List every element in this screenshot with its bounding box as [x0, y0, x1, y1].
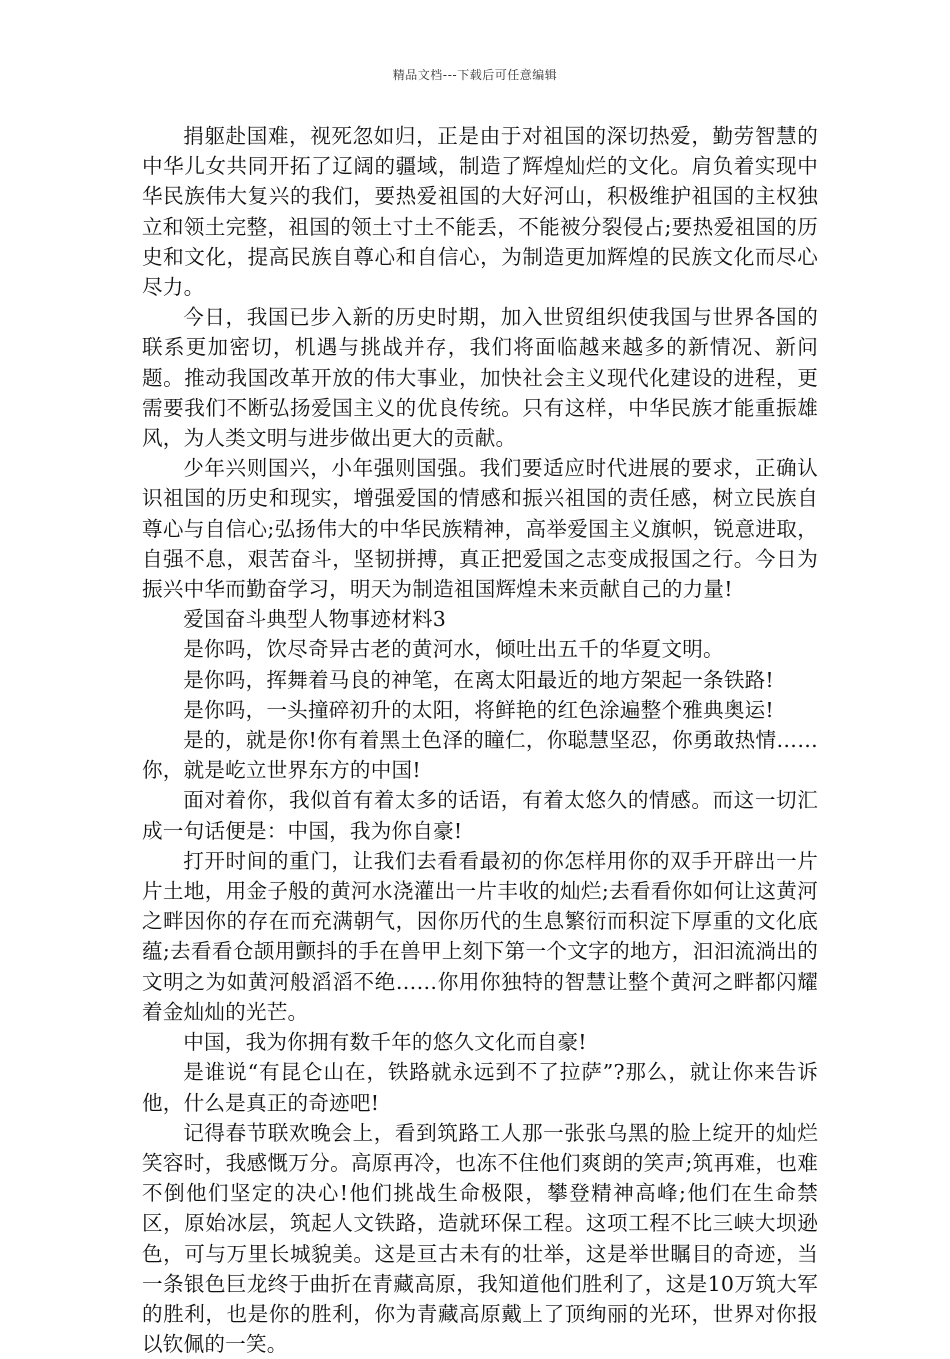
paragraph: 面对着你，我似首有着太多的话语，有着太悠久的情感。而这一切汇成一句话便是：中国，我为你自豪! — [142, 788, 818, 843]
paragraph: 今日，我国已步入新的历史时期，加入世贸组织使我国与世界各国的联系更加密切，机遇与挑战并存，我们将面临越来越多的新情况、新问题。推动我国改革开放的伟大事业，加快社会主义现代化建设的进程，更需要我们不断弘扬爱国主义的优良传统。只有这样，中华民族才能重振雄风，为人类文明与进步做出更大的贡献。 — [142, 305, 818, 451]
paragraph: 记得春节联欢晚会上，看到筑路工人那一张张乌黑的脸上绽开的灿烂笑容时，我感慨万分。高原再冷，也冻不住他们爽朗的笑声;筑再难，也难不倒他们坚定的决心!他们挑战生命极限，攀登精神高峰;他们在生命禁区，原始冰层，筑起人文铁路，造就环保工程。这项工程不比三峡大坝逊色，可与万里长城貌美。这是亘古未有的壮举，这是举世瞩目的奇迹，当一条银色巨龙终于曲折在青藏高原，我知道他们胜利了，这是10万筑大军的胜利，也是你的胜利，你为青藏高原戴上了顶绚丽的光环，世界对你报以钦佩的一笑。 — [142, 1120, 818, 1357]
paragraph: 是你吗，一头撞碎初升的太阳，将鲜艳的红色涂遍整个雅典奥运! — [183, 697, 774, 722]
paragraph: 是谁说“有昆仑山在，铁路就永远到不了拉萨”?那么，就让你来告诉他，什么是真正的奇迹吧! — [142, 1060, 818, 1115]
paragraph: 中国，我为你拥有数千年的悠久文化而自豪! — [183, 1030, 587, 1055]
paragraph: 捐躯赴国难，视死忽如归，正是由于对祖国的深切热爱，勤劳智慧的中华儿女共同开拓了辽阔的疆域，制造了辉煌灿烂的文化。肩负着实现中华民族伟大复兴的我们，要热爱祖国的大好河山，积极维护祖国的主权独立和领土完整，祖国的领土寸土不能丢，不能被分裂侵占;要热爱祖国的历史和文化，提高民族自尊心和自信心，为制造更加辉煌的民族文化而尽心尽力。 — [142, 124, 818, 300]
paragraph: 是你吗，挥舞着马良的神笔，在离太阳最近的地方架起一条铁路! — [183, 667, 774, 692]
paragraph: 打开时间的重门，让我们去看看最初的你怎样用你的双手开辟出一片片土地，用金子般的黄河水浇灌出一片丰收的灿烂;去看看你如何让这黄河之畔因你的存在而充满朝气，因你历代的生息繁衍而积淀下厚重的文化底蕴;去看看仓颉用颤抖的手在兽甲上刻下第一个文字的地方，汩汩流淌出的文明之为如黄河般滔滔不绝……你用你独特的智慧让整个黄河之畔都闪耀着金灿灿的光芒。 — [142, 848, 818, 1024]
paragraph: 少年兴则国兴，小年强则国强。我们要适应时代进展的要求，正确认识祖国的历史和现实，增强爱国的情感和振兴祖国的责任感，树立民族自尊心与自信心;弘扬伟大的中华民族精神，高举爱国主义旗帜，锐意进取，自强不息，艰苦奋斗，坚韧拼搏，真正把爱国之志变成报国之行。今日为振兴中华而勤奋学习，明天为制造祖国辉煌未来贡献自己的力量! — [142, 456, 818, 602]
paragraph: 是的，就是你!你有着黑土色泽的瞳仁，你聪慧坚忍，你勇敢热情……你，就是屹立世界东方的中国! — [142, 728, 818, 783]
document-body — [142, 121, 818, 1359]
section-heading: 爱国奋斗典型人物事迹材料3 — [183, 607, 447, 632]
page-header: 精品文档---下载后可任意编辑 — [392, 68, 558, 82]
paragraph: 是你吗，饮尽奇异古老的黄河水，倾吐出五千的华夏文明。 — [183, 637, 724, 662]
